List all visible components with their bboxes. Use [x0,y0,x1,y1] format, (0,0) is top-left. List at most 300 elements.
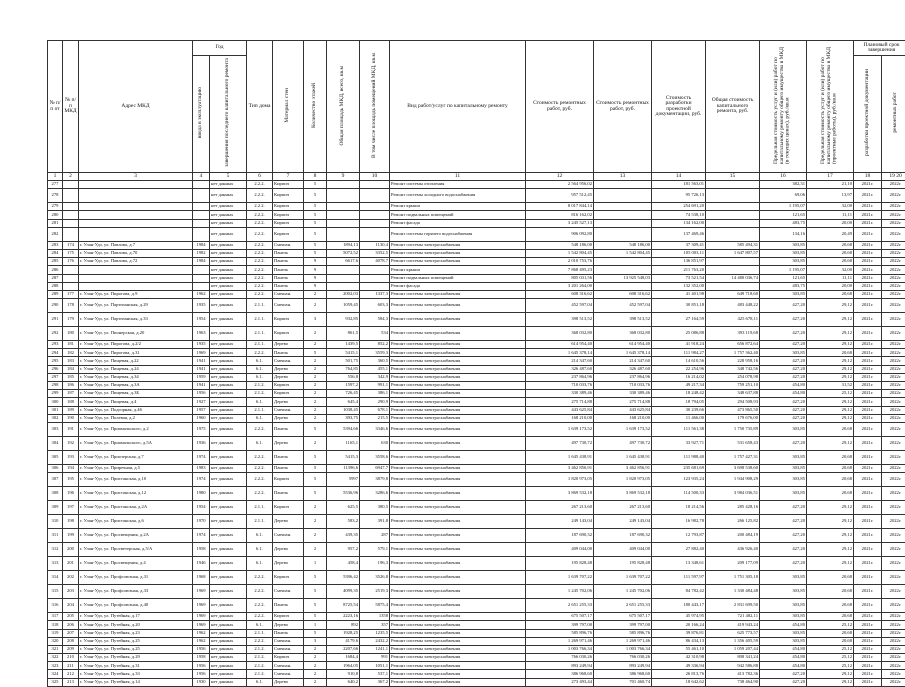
table-cell: 2021г. [854,450,882,464]
table-cell: Ремонт крыши [390,266,526,274]
table-cell: 2021г. [854,290,882,298]
table-cell: 39 876,81 [652,629,706,637]
table-cell: Дерево [273,365,304,373]
table-cell: 5 [304,422,327,436]
table-cell: 3286,6 [360,487,390,501]
table-row [48,662,905,670]
table-cell: 200 [63,543,79,557]
table-cell: 2 [304,398,327,406]
table-cell: 187 [63,390,79,398]
table-cell: Ремонт системы электроснабжения [390,557,526,571]
table-cell: 455,1 [360,365,390,373]
table-cell: 11,11 [807,274,854,282]
table-cell: 13 925 548,03 [594,274,652,282]
table-cell: 294 [48,349,63,357]
table-cell: 2 651 255,33 [594,599,652,613]
table-cell: 105 003,11 [652,249,706,257]
table-cell: Ремонт системы электроснабжения [390,313,526,327]
table-cell: 2022г. [882,436,905,450]
table-cell: 323 [48,662,63,670]
table-cell: 2.1.2. [247,670,273,678]
table-cell: 710 033,76 [594,382,652,390]
table-cell: 5997 [327,473,360,487]
table-cell: 2021г. [854,181,882,189]
table-cell: 3 984 036,51 [706,487,760,501]
table-cell [63,181,79,189]
table-cell: 305 [48,450,63,464]
table-cell [594,258,652,266]
table-cell: 209 [63,645,79,653]
table-row [48,515,905,529]
table-cell: нет данных [210,585,247,599]
table-cell: г. Улан-Удэ, ул. Приозерская, д.7 [79,450,193,464]
table-cell: 6.1. [247,529,273,543]
table-cell: 2.2.2. [247,227,273,241]
table-cell: 207 [63,629,79,637]
column-number: 14 [652,173,706,181]
table-cell: 2022г. [882,299,905,313]
table-cell [706,203,760,211]
table-cell: 1969 [193,599,210,613]
table-cell: Кирпич [273,382,304,390]
table-cell: г. Улан-Удэ, ул. Партизанская, д.33 [79,313,193,327]
table-cell: 1 757 362,40 [706,349,760,357]
table-cell: 386 968,60 [594,670,652,678]
table-cell: 585 494,31 [706,241,760,249]
table-row [48,436,905,450]
table-cell: 427,20 [760,406,807,414]
table-cell: 537,1 [360,670,390,678]
col-header-total-cost: Общая стоимость капитального ремонта, руб. [706,41,760,173]
table-cell: 614 954,40 [594,341,652,349]
table-cell: 18 214,56 [652,501,706,515]
table-cell: 6.1. [247,357,273,365]
table-row [48,670,905,678]
col-header-design-cost: Стоимость разработки проектной документации, руб. [652,41,706,173]
table-cell: 454,80 [760,654,807,662]
table-cell: 473 865,50 [706,406,760,414]
table-cell: 32,00 [807,266,854,274]
table-cell: г. Улан-Удэ, ул. Путейная, д.31 [79,662,193,670]
table-row [48,414,905,422]
table-cell: Ремонт системы электроснабжения [390,299,526,313]
table-cell: Ремонт системы электроснабжения [390,365,526,373]
table-cell: 121,65 [760,211,807,219]
table-cell [193,274,210,282]
table-cell: нет данных [210,501,247,515]
table-cell: 29,12 [807,543,854,557]
table-cell: 20,68 [807,290,854,298]
table-cell: г. Улан-Удэ, ул. Путейная, д.25 [79,637,193,645]
table-cell: 282 [48,227,63,241]
table-cell: 2021г. [854,557,882,571]
table-cell: 298 [48,382,63,390]
table-cell: нет данных [210,390,247,398]
table-cell: Панель [273,349,304,357]
table-cell: нет данных [210,365,247,373]
table-cell: нет данных [210,678,247,686]
table-cell: 2021г. [854,274,882,282]
table-cell: 199 [63,529,79,543]
table-cell: 30 851,18 [652,299,706,313]
column-number: 19 20 [882,173,905,181]
table-cell: г. Улан-Удэ, ул. Павлова, д.70 [79,249,193,257]
table-cell: Ремонт системы электроснабжения [390,290,526,298]
table-cell: Кирпич [273,327,304,341]
table-cell: 45 974,95 [652,613,706,621]
table-cell [193,227,210,241]
table-row [48,258,905,266]
table-cell: г. Улан-Удэ, ул. Пищевая, д.3А [79,382,193,390]
table-cell: 2 [304,436,327,450]
table-cell: 20,49 [807,227,854,241]
table-cell: нет данных [210,422,247,436]
table-cell: 20,00 [807,282,854,290]
table-cell: 483,75 [760,219,807,227]
table-cell: г. Улан-Удэ, ул. Пристанская, д.10 [79,473,193,487]
table-cell: 348 742,56 [706,365,760,373]
table-cell: 2022г. [882,637,905,645]
table-cell: 1 245 702,06 [594,585,652,599]
table-cell: 2022г. [882,282,905,290]
table-cell: 2.2.2. [247,282,273,290]
table-cell: нет данных [210,473,247,487]
table-cell: Ремонт системы электроснабжения [390,629,526,637]
table-cell: 2 [304,543,327,557]
table-cell: 277 [48,181,63,189]
table-cell: нет данных [210,211,247,219]
table-cell: 413 782,36 [706,670,760,678]
table-cell: Кирпич [273,613,304,621]
col-header-limit-cost-design: Предельная стоимость услуг и (или) работ по капитальному ремонту общего имущества в МКД (проектные работы), руб./кв.м [807,41,854,173]
table-cell: 284 [48,249,63,257]
table-cell: 2022г. [882,515,905,529]
table-cell: 409 044,00 [526,543,594,557]
table-cell: 427,20 [760,398,807,406]
table-cell: Кирпич [273,654,304,662]
table-cell: 2002,03 [327,290,360,298]
col-header-repair-term: ремонтных работ [882,56,905,173]
table-body [48,181,905,687]
table-cell: 2021г. [854,365,882,373]
table-cell: 399 797,00 [594,621,652,629]
table-cell: Дерево [273,557,304,571]
table-cell: 2022г. [882,227,905,241]
table-cell: Ремонт системы электроснабжения [390,398,526,406]
table-cell: 2.1.2. [247,382,273,390]
table-cell: 11 466,00 [652,414,706,422]
table-cell: 5 [304,571,327,585]
column-number: 4 [193,173,210,181]
table-cell: 2022г. [882,670,905,678]
table-cell: 2.2.2. [247,637,273,645]
table-cell [594,227,652,241]
table-cell: 1982 [193,249,210,257]
table-cell: 2.2.2. [247,241,273,249]
table-cell: Ремонт системы электроснабжения [390,585,526,599]
table-cell [327,274,360,282]
table-cell: 1960 [193,414,210,422]
table-cell: 2223,16 [327,613,360,621]
table-cell: 766 030,26 [594,654,652,662]
table-cell: 427,20 [760,670,807,678]
table-cell: 132 352,00 [652,282,706,290]
table-cell: 197 [63,501,79,515]
table-cell: Ремонт системы электроснабжения [390,599,526,613]
table-cell: 29,12 [807,670,854,678]
table-cell: 3 869 532,18 [526,487,594,501]
table-cell: 21,10 [807,181,854,189]
table-cell: 1 645 378,14 [526,349,594,357]
table-cell [360,189,390,203]
table-cell: 852,2 [360,341,390,349]
table-cell: 2021г. [854,585,882,599]
table-cell: Панель [273,422,304,436]
table-cell [706,211,760,219]
table-cell: 630 [360,436,390,450]
table-cell: 6.1. [247,414,273,422]
table-cell: Ремонт крыши [390,203,526,211]
table-cell [193,266,210,274]
table-cell: 294 508,93 [706,398,760,406]
table-cell: 2021г. [854,529,882,543]
table-cell: 29,12 [807,299,854,313]
table-cell: Дерево [273,515,304,529]
table-cell: нет данных [210,373,247,381]
table-cell: 2021г. [854,219,882,227]
table-row [48,266,905,274]
table-cell: 184 [63,365,79,373]
table-cell [327,203,360,211]
table-cell: Панель [273,266,304,274]
table-cell: 303,85 [760,422,807,436]
table-cell: Смешан. [273,662,304,670]
table-cell [63,203,79,211]
table-cell: 1969 [193,621,210,629]
table-cell: 1337,3 [360,290,390,298]
table-cell: 280 [48,211,63,219]
table-cell: 20,68 [807,613,854,621]
table-cell: 1962 [193,637,210,645]
table-cell: г. Улан-Удэ, ул. Пристанская, д.2А [79,501,193,515]
table-cell: Дерево [273,373,304,381]
table-cell: 20,68 [807,571,854,585]
table-cell: 194 [63,464,79,472]
table-cell: Панель [273,599,304,613]
table-cell: 178 [63,299,79,313]
col-header-repair-cost-2: Стоимость ремонтных работ, руб. [594,41,652,173]
table-cell: 2 [304,654,327,662]
table-cell: 2 010 753,76 [526,258,594,266]
table-cell: Кирпич [273,390,304,398]
table-cell [79,227,193,241]
table-cell: 808 341,24 [706,654,760,662]
table-cell: 1969 [193,613,210,621]
table-cell: 330 389,46 [526,390,594,398]
table-cell: Панель [273,249,304,257]
table-cell [193,282,210,290]
table-cell: г. Улан-Удэ, ул. Путейная, д.29 [79,654,193,662]
table-cell: Панель [273,258,304,266]
table-cell: 2022г. [882,464,905,472]
table-cell: 427,20 [760,327,807,341]
table-cell: 427,20 [760,678,807,686]
table-cell: 5 [304,203,327,211]
table-cell: 1974 [193,450,210,464]
table-cell: 4099,35 [327,585,360,599]
table-row [48,621,905,629]
table-cell: нет данных [210,382,247,390]
table-cell: Ремонт системы электроснабжения [390,621,526,629]
table-cell: 6.1. [247,365,273,373]
table-cell: 1038,45 [327,406,360,414]
table-cell: 320 [48,637,63,645]
table-cell: 2 564 956,02 [526,181,594,189]
table-cell: 193 [63,450,79,464]
table-cell: Кирпич [273,211,304,219]
table-cell: 2022г. [882,382,905,390]
table-cell: 579,1 [360,543,390,557]
col-header-floors: Количество этажей [304,41,327,173]
table-cell: 2.2.2. [247,571,273,585]
table-cell: 534 [360,327,390,341]
table-cell: 427,20 [760,529,807,543]
table-cell: 29,12 [807,436,854,450]
table-cell: 214 347,60 [526,357,594,365]
table-cell: Ремонт системы электроснабжения [390,373,526,381]
table-cell: 49 217,34 [652,382,706,390]
table-cell: 209 177,09 [706,557,760,571]
table-cell: 310 [48,515,63,529]
table-cell: Ремонт системы электроснабжения [390,529,526,543]
table-cell: 25,12 [807,662,854,670]
table-cell: 386,1 [360,390,390,398]
table-cell: 1684,4 [327,654,360,662]
table-cell: Смешан. [273,645,304,653]
table-cell: 179 [63,313,79,327]
table-cell: 1936 [193,436,210,450]
table-row [48,473,905,487]
table-cell: 1975 [193,422,210,436]
table-cell: Панель [273,274,304,282]
table-cell: 7 868 495,23 [526,266,594,274]
table-cell: 497 730,72 [526,436,594,450]
table-cell: 114 500,33 [652,487,706,501]
table-cell: 957 512,45 [526,189,594,203]
table-cell: 427,20 [760,313,807,327]
table-cell: 308 [48,487,63,501]
table-cell: 2021г. [854,299,882,313]
table-cell: нет данных [210,327,247,341]
table-cell: 1969 [193,349,210,357]
table-cell: 1927 [193,398,210,406]
table-cell: 5072,52 [327,249,360,257]
table-cell: Ремонт системы электроснабжения [390,349,526,357]
table-cell: 6.1. [247,621,273,629]
table-cell: 186 [63,382,79,390]
table-cell: Смешан. [273,290,304,298]
table-cell: нет данных [210,436,247,450]
table-cell: г. Улан-Удэ, ул. Пирогова, д.9 [79,290,193,298]
table-cell: 893 249,94 [594,662,652,670]
table-cell: 18 794,05 [652,398,706,406]
table-cell: 202 [63,571,79,585]
table-cell: 16 214,02 [652,373,706,381]
table-cell: 2022г. [882,571,905,585]
table-cell: 1957 [193,406,210,414]
table-cell: Дерево [273,436,304,450]
table-cell: 237 864,96 [594,373,652,381]
table-cell: 3 462 856,91 [526,464,594,472]
table-cell: 1941 [193,365,210,373]
table-cell: 5536,96 [327,487,360,501]
table-cell: 41 401,98 [652,290,706,298]
table-cell: 303,85 [760,464,807,472]
table-cell: 291 [48,313,63,327]
table-cell: 290,9 [360,398,390,406]
table-cell: 204 [63,599,79,613]
table-cell: 5 [304,487,327,501]
table-cell [706,266,760,274]
table-row [48,249,905,257]
table-cell: 111 984,27 [652,349,706,357]
table-row [48,422,905,436]
table-cell [193,211,210,219]
table-cell: 2.1.1. [247,515,273,529]
table-cell: нет данных [210,621,247,629]
table-cell: 177 [63,290,79,298]
table-row [48,327,905,341]
table-cell: 1941 [193,382,210,390]
table-cell: 2.1.2. [247,654,273,662]
table-cell: 303,85 [760,487,807,501]
table-cell: 2021г. [854,414,882,422]
table-cell: 303,85 [760,450,807,464]
column-number: 17 [807,173,854,181]
table-cell: Ремонт системы горячего водоснабжения [390,227,526,241]
table-cell: 32,00 [807,203,854,211]
table-cell: 3559,3 [360,349,390,357]
table-cell: 5 [304,349,327,357]
table-cell: 20,68 [807,450,854,464]
table-cell: 5 [304,181,327,189]
table-cell: 436 926,40 [706,543,760,557]
table-cell: 2022г. [882,349,905,357]
table-cell: 9 [304,282,327,290]
table-cell: Ремонт системы электроснабжения [390,637,526,645]
table-cell: 1 751 305,18 [706,571,760,585]
table-cell: 443 625,84 [526,406,594,414]
table-cell: 189 [63,406,79,414]
col-header-wall-material: Материал стен [273,41,304,173]
table-cell: 2.2.2. [247,189,273,203]
column-number: 7 [273,173,304,181]
table-cell: 2022г. [882,290,905,298]
table-cell: Ремонт системы электроснабжения [390,613,526,621]
table-cell: 212 [63,670,79,678]
table-cell [79,181,193,189]
table-cell: 326 487,60 [526,365,594,373]
table-cell: 203 [63,585,79,599]
table-cell: 5415,3 [327,450,360,464]
table-cell: 287 [48,274,63,282]
table-cell: 1 269 971,46 [594,637,652,645]
table-cell: 1 944 908,29 [706,473,760,487]
table-cell: 386 968,60 [526,670,594,678]
table-cell: 1 645 438,91 [594,450,652,464]
table-cell [193,219,210,227]
table-cell: Дерево [273,398,304,406]
